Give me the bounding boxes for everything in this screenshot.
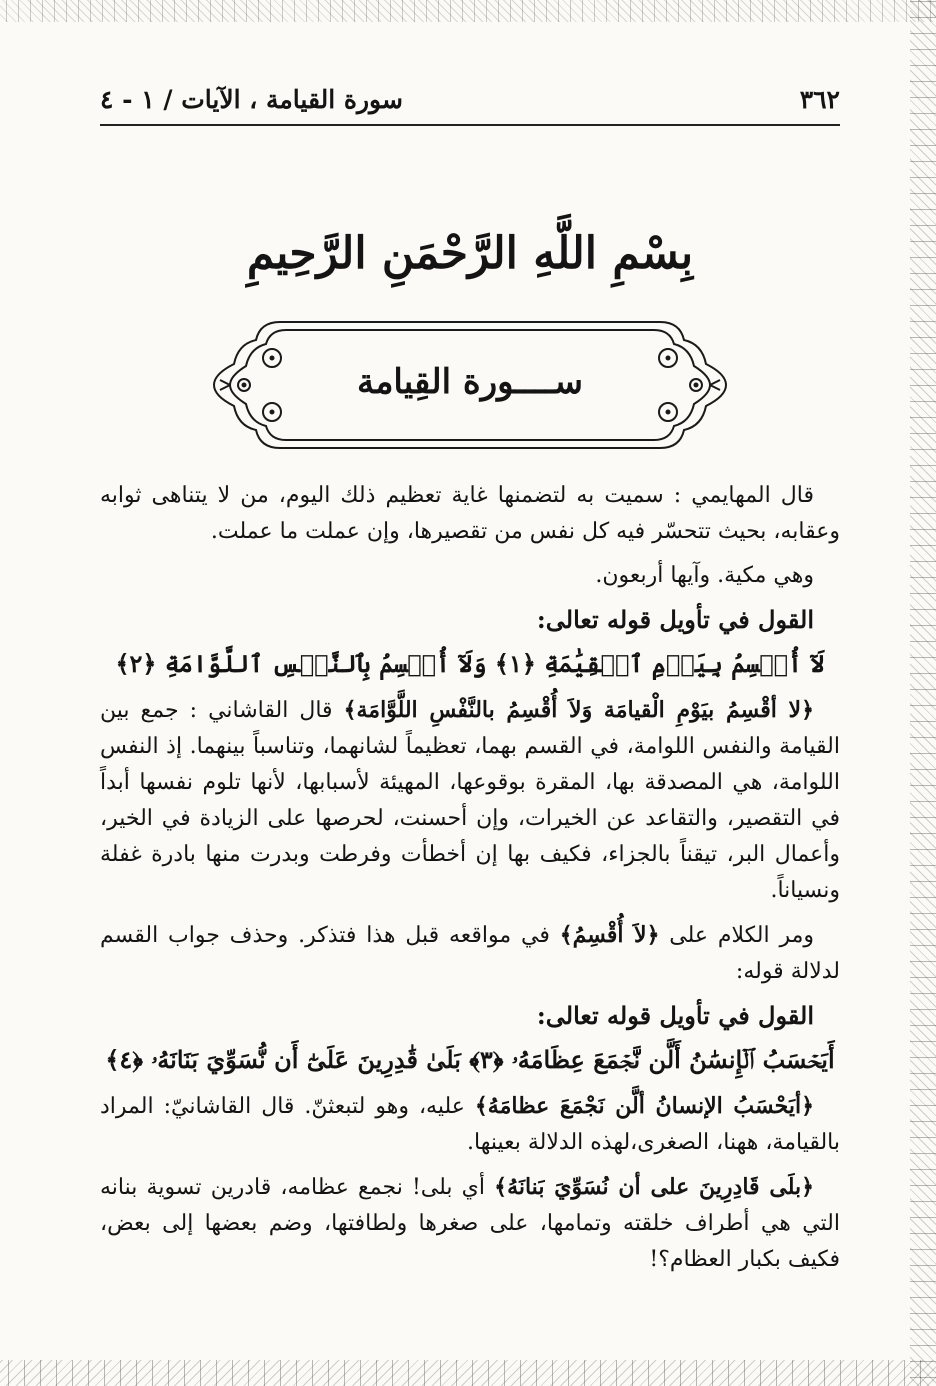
decorative-border-bottom <box>0 1360 936 1386</box>
paragraph-makki: وهي مكية. وآيها أربعون. <box>595 563 814 588</box>
quran-verse-1-2: لَآ أُقۡسِمُ بِيَوۡمِ ٱلۡقِيَٰمَةِ ﴿١﴾ وَلَآ أُقۡسِمُ بِٱلنَّفۡسِ ٱللَّوَّامَةِ ﴿٢﴾ <box>115 649 825 678</box>
paragraph-tafsir-4 <box>100 1169 840 1278</box>
paragraph-tafsir-1 <box>100 692 840 909</box>
main-text <box>100 478 840 1286</box>
basmala: بِسْمِ اللَّهِ الرَّحْمَنِ الرَّحِيمِ <box>246 228 694 279</box>
decorative-border-top <box>0 0 936 22</box>
paragraph-tafsir-2 <box>100 917 840 990</box>
paragraph-text: في مواقعه قبل هذا فتذكر. وحذف جواب القسم لدلالة قوله: <box>100 923 840 984</box>
quoted-verse: ﴿أيَحْسَبُ الإنسانُ ألَّن نَجْمَعَ عظامَهُ﴾ <box>474 1093 814 1119</box>
paragraph-text: ومر الكلام على <box>659 923 814 948</box>
page-number: ٣٦٢ <box>799 84 840 114</box>
quoted-verse: ﴿لا أقْسِمُ بيَوْمِ الْقيامَة وَلاَ أُقْسِمُ بالنَّفْسِ اللَّوَّامَة﴾ <box>343 697 814 723</box>
section-heading-2: القول في تأويل قوله تعالى: <box>536 1001 814 1030</box>
decorative-border-right <box>910 0 936 1386</box>
section-heading-1: القول في تأويل قوله تعالى: <box>536 605 814 634</box>
paragraph-intro: قال المهايمي : سميت به لتضمنها غاية تعظيم ذلك اليوم، من لا يتناهى ثوابه وعقابه، بحيث تتحسّر فيه كل نفس من تقصيرها، وإن عملت ما عملت. <box>100 483 840 544</box>
paragraph-text: قال القاشاني : جمع بين القيامة والنفس اللوامة، في القسم بهما، تعظيماً لشانهما، وتناسباً بينهما. إذ النفس اللوامة، هي المصدقة بها، المقرة بوقوعها، المهيئة لأسبابها، لأنها تلوم نفسها أبداً في التقصير، والتقاعد عن الخيرات، وإن أحسنت، لحرصها على الزيادة في الخير، وأعمال البر، تيقناً بالجزاء، فكيف بها إن أخطأت وفرطت وبدرت منها بادرة غفلة ونسياناً. <box>100 698 840 903</box>
page-header <box>100 78 840 120</box>
paragraph-text: أي بلى! نجمع عظامه، قادرين تسوية بنانه التي هي أطراف خلقته وتمامها، على صغرها ولطافتها، وضم بعضها إلى بعض، فكيف بكبار العظام؟! <box>100 1175 840 1272</box>
paragraph-tafsir-3 <box>100 1088 840 1161</box>
paragraph-text: عليه، وهو لتبعثنّ. قال القاشانيّ: المراد بالقيامة، ههنا، الصغرى،لهذه الدلالة بعينها. <box>100 1094 840 1155</box>
header-rule <box>100 124 840 126</box>
quoted-verse: ﴿لاَ أُقْسِمُ﴾ <box>559 922 660 948</box>
running-title: سورة القيامة ، الآيات / ١ - ٤ <box>100 84 403 114</box>
quran-verse-3-4: أَيَحۡسَبُ ٱلۡإِنسَٰنُ أَلَّن نَّجۡمَعَ عِظَامَهُۥ ﴿٣﴾ بَلَىٰ قَٰدِرِينَ عَلَىٰٓ أَن نُّسَوِّيَ بَنَانَهُۥ ﴿٤﴾ <box>105 1045 835 1074</box>
quoted-verse: ﴿بلَى قَادِرِينَ على أن نُسَوِّيَ بَنانَهُ﴾ <box>494 1174 814 1200</box>
surah-title: ســــورة القِيامة <box>356 362 584 402</box>
